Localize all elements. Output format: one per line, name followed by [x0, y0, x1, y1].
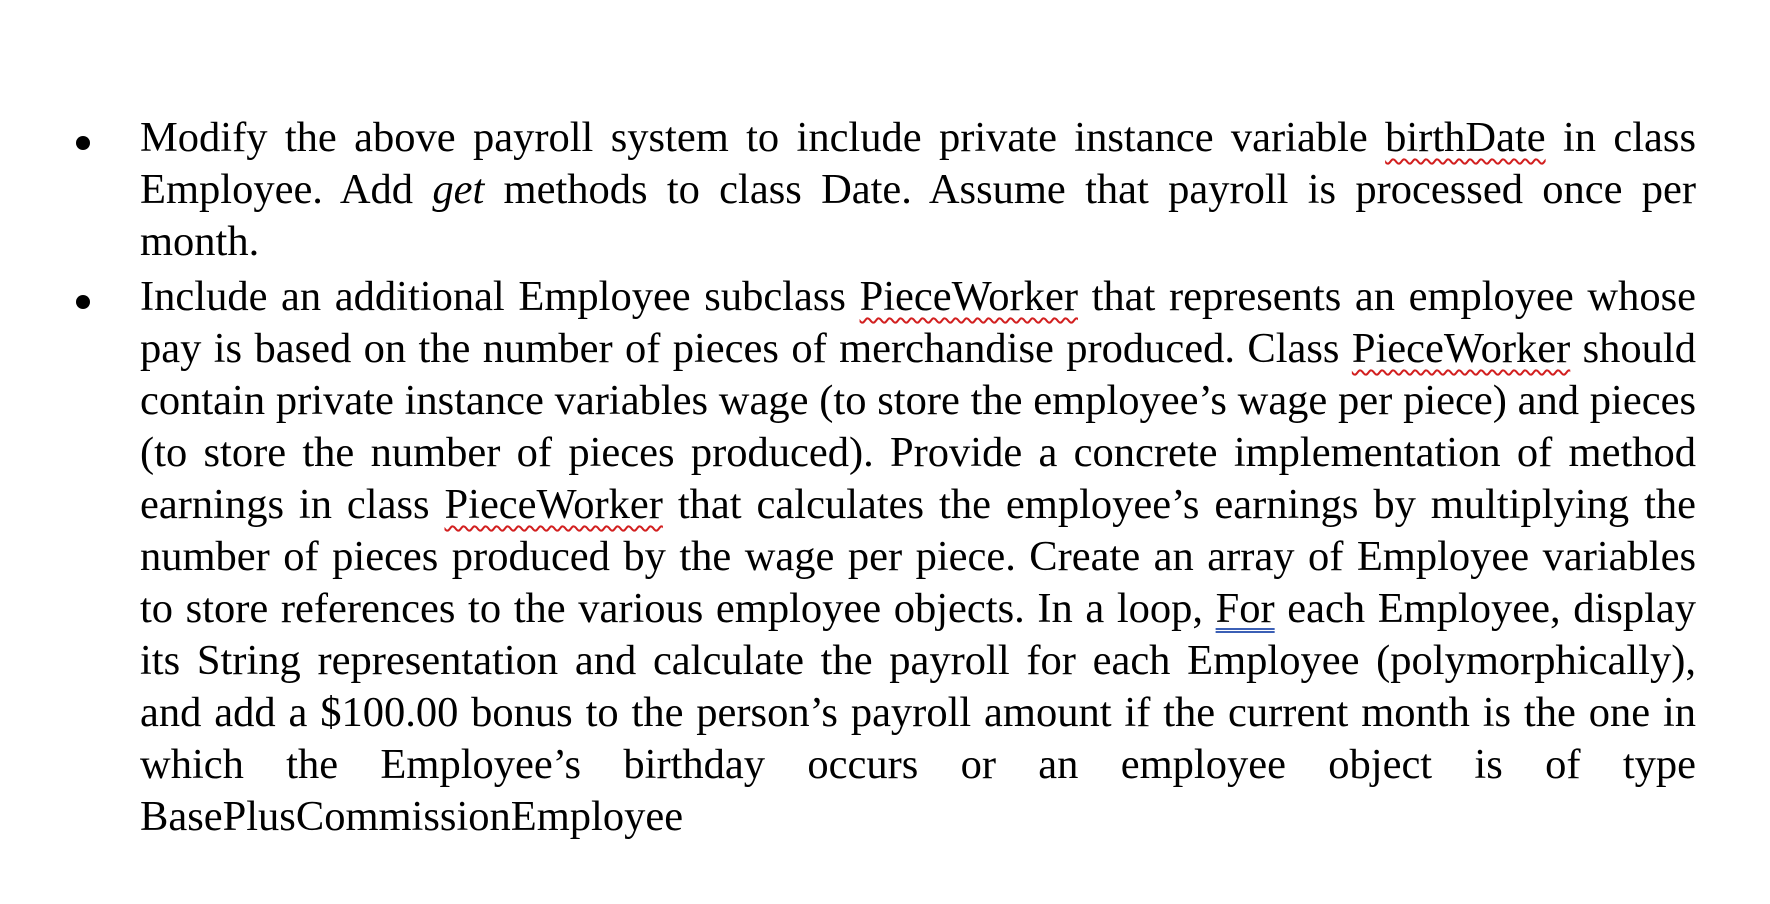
bullet-paragraph[interactable] [140, 112, 1696, 268]
bullet-paragraph[interactable] [140, 271, 1696, 843]
paragraph-text: methods to class Date. Assume that payroll is processed once per month. [140, 166, 1696, 265]
italic-text: get [432, 166, 485, 213]
grammar-flagged-word[interactable]: For [1215, 585, 1275, 632]
spelling-flagged-word[interactable]: PieceWorker [444, 481, 663, 528]
paragraph-text: Modify the above payroll system to include private instance variable [140, 114, 1386, 161]
paragraph-text: each Employee, display its String representation and calculate the payroll for each Employee (polymorphically), and add a $100.00 bonus to the person’s payroll amount if the current month is the one in which the Employee’s birthday occurs or an employee object is of type BasePlusCommissionEmployee [140, 585, 1696, 840]
bullet-dot-icon [76, 295, 90, 309]
spelling-flagged-word[interactable]: PieceWorker [1351, 325, 1571, 372]
paragraph-text: that represents an employee whose pay is based on the number of pieces of merchandise produced. Class [140, 273, 1696, 372]
list-item [0, 112, 1770, 268]
list-item [0, 271, 1770, 843]
bullet-dot-icon [76, 136, 90, 150]
paragraph-text: that calculates the employee’s earnings by multiplying the number of pieces produced by the wage per piece. Create an array of Employee variables to store references to the various employee objects. In a loop, [140, 481, 1696, 632]
bullet-list [0, 112, 1770, 846]
spelling-flagged-word[interactable]: birthDate [1385, 114, 1546, 161]
paragraph-text: Include an additional Employee subclass [140, 273, 860, 320]
paragraph-text: in class Employee. Add [140, 114, 1697, 213]
spelling-flagged-word[interactable]: PieceWorker [859, 273, 1078, 320]
paragraph-text: should contain private instance variables wage (to store the employee’s wage per piece) and pieces (to store the number of pieces produced). Provide a concrete implementation of method earnings in class [140, 325, 1696, 528]
